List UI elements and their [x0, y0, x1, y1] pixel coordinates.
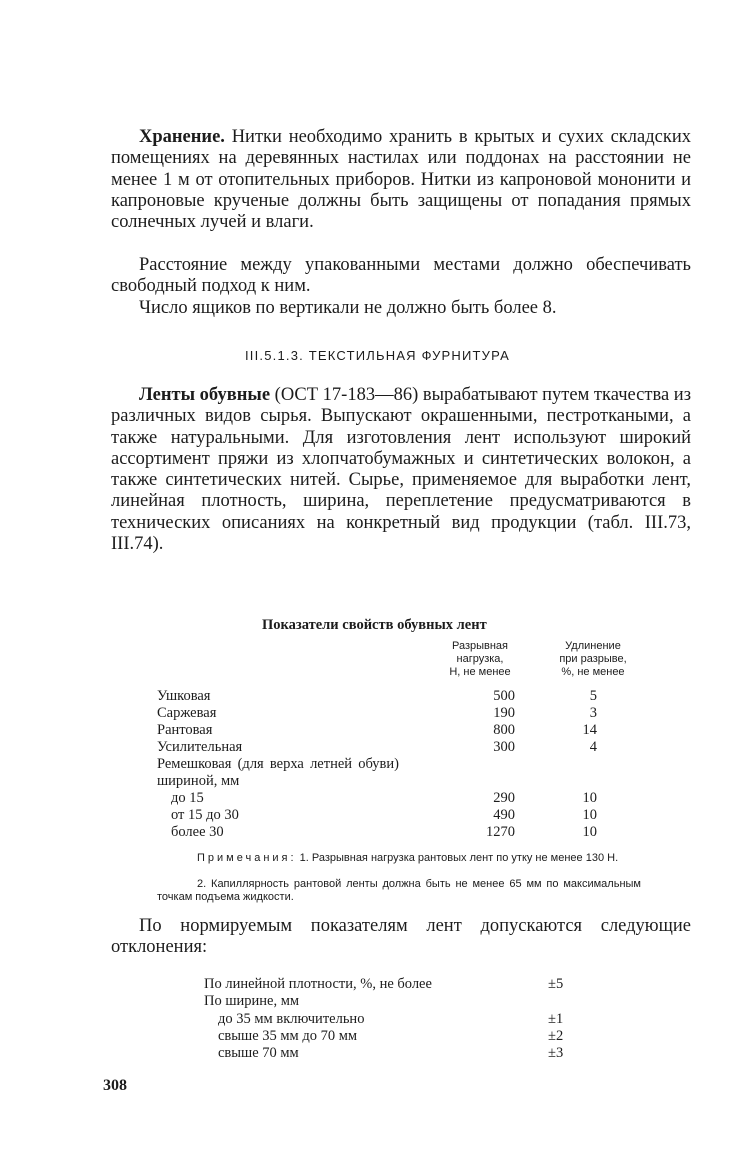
- row-load: 800: [493, 722, 515, 738]
- laces-paragraph: [111, 385, 691, 555]
- table-title: Показатели свойств обувных лент: [262, 617, 487, 633]
- table-row: [157, 722, 607, 739]
- deviation-label: По ширине, мм: [204, 993, 300, 1009]
- section-heading: III.5.1.3. ТЕКСТИЛЬНАЯ ФУРНИТУРА: [245, 348, 511, 363]
- row-elongation: 10: [582, 807, 597, 823]
- row-elongation: 14: [582, 722, 597, 738]
- table-row: [157, 807, 607, 824]
- row-name: Рантовая: [157, 722, 213, 738]
- row-elongation: 10: [582, 824, 597, 840]
- page-number: 308: [103, 1077, 127, 1094]
- deviation-value: ±2: [548, 1028, 564, 1044]
- row-name: Ушковая: [157, 688, 211, 704]
- col-header-load-line: Н, не менее: [449, 666, 511, 678]
- row-name: Усилительная: [157, 739, 243, 755]
- table-row: [157, 790, 607, 807]
- deviation-value: ±1: [548, 1011, 564, 1027]
- storage-text: Нитки необходимо хранить в крытых и сухих складских помещениях на деревянных настилах или поддонах на расстоянии не менее 1 м от отопительных приборов. Нитки из капроновой мононити и капроновые крученые должны быть защищены от попадания прямых солнечных лучей и влаги.: [111, 127, 691, 233]
- table-row: [157, 824, 607, 841]
- col-header-load-line: Разрывная: [451, 640, 509, 652]
- notes-label: Примечания:: [197, 852, 297, 864]
- row-elongation: 4: [589, 739, 597, 755]
- deviations-intro: По нормируемым показателям лент допускаются следующие отклонения:: [111, 916, 691, 958]
- deviation-value: ±3: [548, 1045, 564, 1061]
- table-note-2: 2. Капиллярность рантовой ленты должна быть не менее 65 мм по максимальным точкам подъема жидкости.: [157, 878, 641, 903]
- col-header-elongation-line: при разрыве,: [559, 653, 627, 665]
- deviation-label: свыше 70 мм: [218, 1045, 299, 1061]
- col-header-elongation-line: %, не менее: [561, 666, 625, 678]
- row-name: Саржевая: [157, 705, 217, 721]
- table-row: [157, 739, 607, 756]
- table-group-label: Ремешковая (для верха летней обуви) шириной, мм: [157, 756, 399, 789]
- spacing-paragraph: Расстояние между упакованными местами должно обеспечивать свободный подход к ним.: [111, 255, 691, 297]
- deviation-label: свыше 35 мм до 70 мм: [218, 1028, 358, 1044]
- deviation-label: По линейной плотности, %, не более: [204, 976, 432, 992]
- row-load: 1270: [486, 824, 515, 840]
- col-header-elongation-line: Удлинение: [565, 640, 621, 652]
- row-elongation: 5: [589, 688, 597, 704]
- note-1-text: 1. Разрывная нагрузка рантовых лент по утку не менее 130 Н.: [296, 852, 619, 864]
- row-load: 500: [493, 688, 515, 704]
- row-name: от 15 до 30: [171, 807, 239, 823]
- row-load: 290: [493, 790, 515, 806]
- laces-text: (ОСТ 17-183—86) вырабатывают путем ткачества из различных видов сырья. Выпускают окрашенными, пестроткаными, а также натуральными. Для изготовления лент используют широкий ассортимент пряжи из хлопчатобумажных и синтетических волокон, а также синтетических нитей. Сырье, применяемое для выработки лент, линейная плотность, ширина, переплетение предусматриваются в технических описаниях на конкретный вид продукции (табл. III.73, III.74).: [111, 385, 692, 555]
- deviation-label: до 35 мм включительно: [218, 1011, 365, 1027]
- table-note-1: [157, 852, 641, 865]
- row-load: 490: [493, 807, 515, 823]
- col-header-load: [428, 640, 532, 679]
- table-row: [157, 688, 607, 705]
- table-row: [157, 705, 607, 722]
- laces-title: Ленты обувные: [139, 385, 271, 405]
- row-elongation: 10: [582, 790, 597, 806]
- storage-paragraph: [111, 127, 691, 233]
- col-header-load-line: нагрузка,: [456, 653, 504, 665]
- row-elongation: 3: [589, 705, 597, 721]
- boxes-paragraph: Число ящиков по вертикали не должно быть более 8.: [139, 298, 557, 318]
- col-header-elongation: [540, 640, 646, 679]
- row-name: более 30: [171, 824, 224, 840]
- row-load: 190: [493, 705, 515, 721]
- row-load: 300: [493, 739, 515, 755]
- deviation-value: ±5: [548, 976, 564, 992]
- storage-title: Хранение.: [139, 127, 225, 147]
- row-name: до 15: [171, 790, 204, 806]
